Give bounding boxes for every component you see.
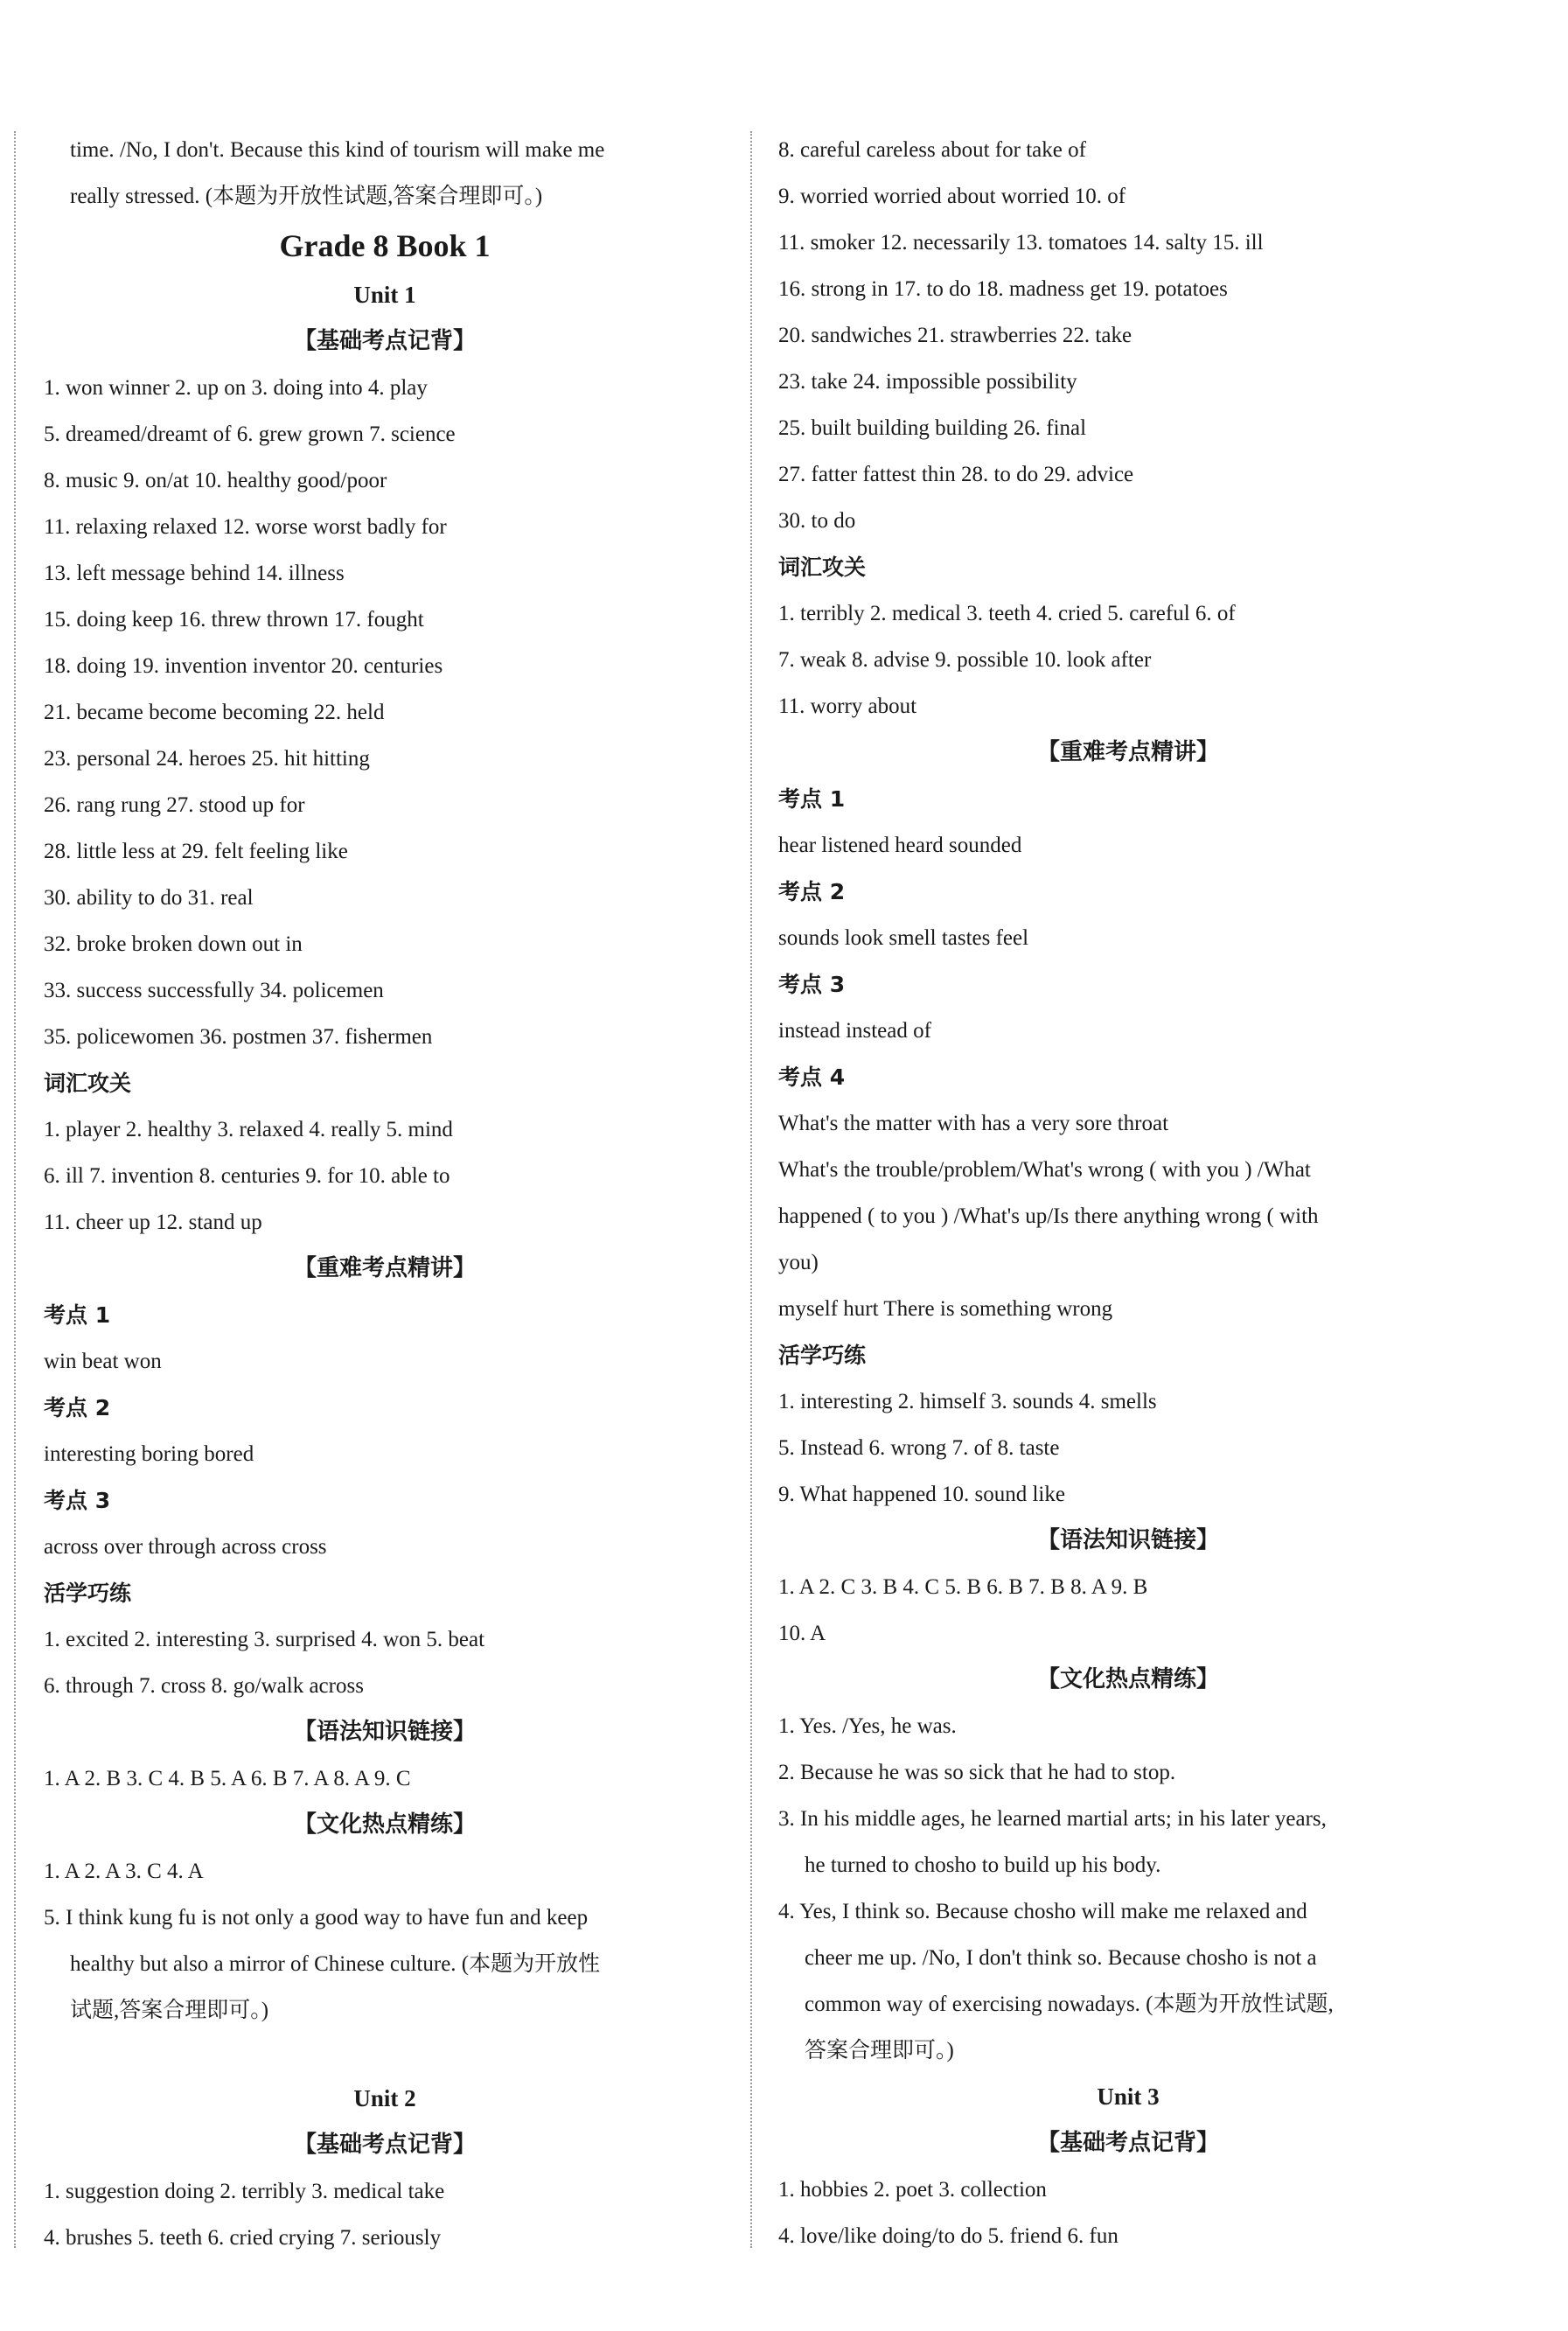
answer-line: 15. doing keep 16. threw thrown 17. fought <box>44 608 424 632</box>
unit-heading: Unit 1 <box>353 282 416 308</box>
sub-label: 活学巧练 <box>778 1343 867 1368</box>
answer-line: time. /No, I don't. Because this kind of tourism will make me <box>70 138 605 162</box>
answer-line: What's the matter with has a very sore throat <box>778 1112 1169 1135</box>
answer-line: interesting boring bored <box>44 1442 254 1466</box>
answer-line: 16. strong in 17. to do 18. madness get 19. potatoes <box>778 277 1228 301</box>
answer-line: 6. ill 7. invention 8. centuries 9. for 10. able to <box>44 1164 450 1188</box>
answer-line: win beat won <box>44 1350 162 1373</box>
answer-line: 23. take 24. impossible possibility <box>778 370 1077 394</box>
answer-line: 1. won winner 2. up on 3. doing into 4. play <box>44 376 428 400</box>
answer-line: 9. What happened 10. sound like <box>778 1483 1065 1506</box>
answer-line: 1. suggestion doing 2. terribly 3. medical take <box>44 2180 445 2203</box>
answer-line: myself hurt There is something wrong <box>778 1297 1113 1321</box>
answer-line: 30. ability to do 31. real <box>44 886 254 910</box>
answer-line: 4. brushes 5. teeth 6. cried crying 7. seriously <box>44 2226 442 2250</box>
section-heading: 【语法知识链接】 <box>293 1719 476 1745</box>
sub-label: 考点 1 <box>778 786 846 812</box>
answer-line: really stressed. (本题为开放性试题,答案合理即可。) <box>70 185 543 208</box>
answer-line: instead instead of <box>778 1019 931 1043</box>
answer-line: 11. cheer up 12. stand up <box>44 1211 262 1234</box>
sub-label: 考点 2 <box>44 1395 111 1420</box>
answer-line: cheer me up. /No, I don't think so. Because chosho is not a <box>805 1946 1317 1970</box>
answer-line: 20. sandwiches 21. strawberries 22. take <box>778 324 1132 347</box>
unit-heading: Unit 3 <box>1097 2083 1160 2110</box>
answer-line: 4. love/like doing/to do 5. friend 6. fun <box>778 2224 1119 2248</box>
answer-line: sounds look smell tastes feel <box>778 926 1029 950</box>
answer-line: 32. broke broken down out in <box>44 932 303 956</box>
answer-line: 11. smoker 12. necessarily 13. tomatoes 14. salty 15. ill <box>778 231 1264 255</box>
column-divider <box>750 131 752 2248</box>
answer-line: 1. hobbies 2. poet 3. collection <box>778 2178 1047 2202</box>
spacer <box>44 2034 726 2076</box>
right-column <box>778 127 1478 2248</box>
grade-heading: Grade 8 Book 1 <box>279 228 491 263</box>
sub-label: 考点 1 <box>44 1302 111 1328</box>
answer-line: 1. player 2. healthy 3. relaxed 4. really 5. mind <box>44 1118 453 1141</box>
answer-line: 25. built building building 26. final <box>778 416 1087 440</box>
section-heading: 【文化热点精练】 <box>1036 1666 1219 1692</box>
answer-line: across over through across cross <box>44 1535 327 1559</box>
section-heading: 【基础考点记背】 <box>293 2132 476 2158</box>
answer-line: 3. In his middle ages, he learned martial arts; in his later years, <box>778 1807 1327 1831</box>
section-heading: 【基础考点记背】 <box>293 328 476 354</box>
sub-label: 考点 3 <box>778 972 846 997</box>
sub-label: 考点 4 <box>778 1064 846 1090</box>
answer-line: he turned to chosho to build up his body. <box>805 1853 1161 1877</box>
answer-line: 33. success successfully 34. policemen <box>44 979 384 1002</box>
answer-line: hear listened heard sounded <box>778 834 1022 857</box>
answer-line: you) <box>778 1251 819 1274</box>
section-heading: 【文化热点精练】 <box>293 1811 476 1838</box>
sub-label: 考点 2 <box>778 879 846 904</box>
answer-line: 26. rang rung 27. stood up for <box>44 793 305 817</box>
answer-line: 答案合理即可。) <box>805 2039 954 2062</box>
answer-line: 21. became become becoming 22. held <box>44 701 385 724</box>
answer-line: 27. fatter fattest thin 28. to do 29. advice <box>778 463 1134 486</box>
answer-line: 5. I think kung fu is not only a good way to have fun and keep <box>44 1906 589 1930</box>
section-heading: 【重难考点精讲】 <box>1036 739 1219 765</box>
sub-label: 考点 3 <box>44 1488 111 1513</box>
left-column <box>44 127 726 2248</box>
answer-line: 18. doing 19. invention inventor 20. centuries <box>44 654 443 678</box>
answer-line: 1. A 2. A 3. C 4. A <box>44 1860 204 1883</box>
answer-line: 30. to do <box>778 509 856 533</box>
answer-line: 试题,答案合理即可。) <box>70 1999 269 2022</box>
sub-label: 词汇攻关 <box>44 1071 132 1096</box>
answer-line: 5. Instead 6. wrong 7. of 8. taste <box>778 1436 1060 1460</box>
answer-line: 5. dreamed/dreamt of 6. grew grown 7. science <box>44 422 456 446</box>
answer-line: 8. careful careless about for take of <box>778 138 1086 162</box>
answer-line: common way of exercising nowadays. (本题为开放性试题, <box>805 1993 1334 2016</box>
answer-line: healthy but also a mirror of Chinese culture. (本题为开放性 <box>70 1952 601 1976</box>
answer-line: 8. music 9. on/at 10. healthy good/poor <box>44 469 387 492</box>
answer-line: 11. worry about <box>778 694 917 718</box>
answer-line: 23. personal 24. heroes 25. hit hitting <box>44 747 370 771</box>
answer-line: What's the trouble/problem/What's wrong ( with you ) /What <box>778 1158 1311 1182</box>
answer-line: 4. Yes, I think so. Because chosho will make me relaxed and <box>778 1900 1307 1923</box>
sub-label: 活学巧练 <box>44 1581 132 1606</box>
answer-line: 2. Because he was so sick that he had to stop. <box>778 1761 1176 1784</box>
answer-line: 13. left message behind 14. illness <box>44 562 345 585</box>
answer-line: 7. weak 8. advise 9. possible 10. look after <box>778 648 1152 672</box>
left-margin-dotted-rule <box>14 131 16 2248</box>
answer-line: happened ( to you ) /What's up/Is there anything wrong ( with <box>778 1204 1319 1228</box>
section-heading: 【基础考点记背】 <box>1036 2130 1219 2156</box>
section-heading: 【重难考点精讲】 <box>293 1255 476 1281</box>
answer-line: 10. A <box>778 1622 826 1645</box>
answer-line: 11. relaxing relaxed 12. worse worst badly for <box>44 515 447 539</box>
answer-line: 1. excited 2. interesting 3. surprised 4. won 5. beat <box>44 1628 485 1651</box>
answer-line: 1. terribly 2. medical 3. teeth 4. cried 5. careful 6. of <box>778 602 1236 625</box>
answer-line: 1. A 2. B 3. C 4. B 5. A 6. B 7. A 8. A 9. C <box>44 1767 411 1790</box>
answer-line: 28. little less at 29. felt feeling like <box>44 840 348 863</box>
unit-heading: Unit 2 <box>353 2085 416 2111</box>
answer-line: 35. policewomen 36. postmen 37. fishermen <box>44 1025 433 1049</box>
answer-line: 1. interesting 2. himself 3. sounds 4. smells <box>778 1390 1157 1413</box>
answer-line: 1. A 2. C 3. B 4. C 5. B 6. B 7. B 8. A 9. B <box>778 1575 1148 1599</box>
answer-line: 1. Yes. /Yes, he was. <box>778 1714 957 1738</box>
answer-line: 6. through 7. cross 8. go/walk across <box>44 1674 364 1698</box>
sub-label: 词汇攻关 <box>778 555 867 580</box>
section-heading: 【语法知识链接】 <box>1036 1527 1219 1553</box>
answer-line: 9. worried worried about worried 10. of <box>778 185 1126 208</box>
